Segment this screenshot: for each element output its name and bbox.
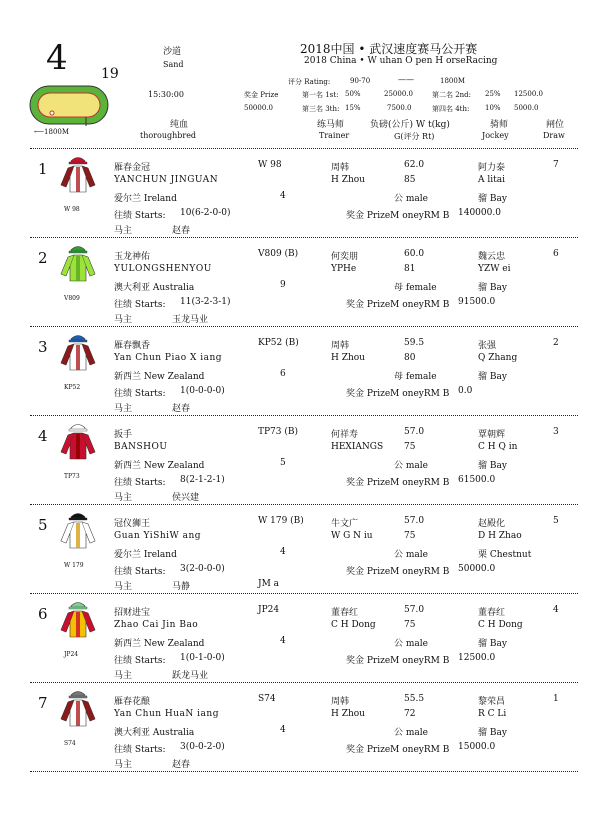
jersey-code: JP24 xyxy=(64,651,79,658)
horse-age: 4 xyxy=(280,191,286,201)
divider xyxy=(30,504,578,505)
first-amount: 25000.0 xyxy=(384,90,413,98)
horse-code: W 179 (B) xyxy=(258,516,304,526)
col-breed-en: thoroughbred xyxy=(140,131,197,140)
weight: 59.5 xyxy=(404,338,425,348)
trainer-en: H Zhou xyxy=(331,175,365,185)
prize-money-label: 奖金 PrizeM oneyRM B xyxy=(346,478,450,488)
sex: 公 male xyxy=(394,639,428,649)
first-pct: 50% xyxy=(345,90,361,98)
jockey-cn: 赵殿化 xyxy=(478,519,506,529)
draw: 7 xyxy=(553,160,559,170)
jockey-cn: 董春红 xyxy=(478,608,506,618)
race-title-en: 2018 China • W uhan O pen H orseRacing xyxy=(304,56,498,66)
prize-money-label: 奖金 PrizeM oneyRM B xyxy=(346,656,450,666)
weight: 57.0 xyxy=(404,516,425,526)
prize-money: 61500.0 xyxy=(458,475,496,485)
horse-name-cn: 雁春金冠 xyxy=(114,163,151,173)
rating-dash: —— xyxy=(398,75,414,84)
starts-label: 往绩 Starts: xyxy=(114,478,166,488)
prize-money-label: 奖金 PrizeM oneyRM B xyxy=(346,745,450,755)
prize-money-label: 奖金 PrizeM oneyRM B xyxy=(346,389,450,399)
starts-record: 8(2-1-2-1) xyxy=(180,475,225,485)
sex: 公 male xyxy=(394,550,428,560)
col-jockey-en: Jockey xyxy=(482,131,509,140)
prize-money-label: 奖金 PrizeM oneyRM B xyxy=(346,567,450,577)
horse-name-cn: 雁春花酿 xyxy=(114,697,151,707)
starts-label: 往绩 Starts: xyxy=(114,745,166,755)
third-label: 第三名 3th: xyxy=(302,105,340,113)
owner-name: 赵春 xyxy=(172,760,191,770)
horse-number: 5 xyxy=(38,516,48,534)
track-distance: ⟵1800M xyxy=(34,128,70,136)
horse-name-en: YULONGSHENYOU xyxy=(114,264,212,274)
horse-number: 7 xyxy=(38,694,48,712)
horse-color: 栗 Chestnut xyxy=(478,550,532,560)
rating: 80 xyxy=(404,353,416,363)
jockey-en: C H Q in xyxy=(478,442,518,452)
starts-record: 1(0-0-0-0) xyxy=(180,386,225,396)
prize-label: 奖金 Prize xyxy=(244,91,279,99)
jockey-en: R C Li xyxy=(478,709,507,719)
jockey-en: C H Dong xyxy=(478,620,523,630)
jockey-cn: 黎荣昌 xyxy=(478,697,506,707)
owner-label: 马主 xyxy=(114,671,133,681)
second-pct: 25% xyxy=(485,90,501,98)
horse-name-en: Guan YiShiW ang xyxy=(114,531,202,541)
owner-name: 跃龙马业 xyxy=(172,671,209,681)
rating: 75 xyxy=(404,620,416,630)
fourth-pct: 10% xyxy=(485,104,501,112)
sex: 公 male xyxy=(394,194,428,204)
rating: 85 xyxy=(404,175,416,185)
fourth-amount: 5000.0 xyxy=(514,104,539,112)
third-amount: 7500.0 xyxy=(387,104,412,112)
trainer-cn: 牛文广 xyxy=(331,519,359,529)
jersey-code: V809 xyxy=(64,295,80,302)
surface-cn: 沙道 xyxy=(163,47,182,57)
jersey-icon xyxy=(60,244,96,282)
horse-name-cn: 招财进宝 xyxy=(114,608,151,618)
owner-name: 玉龙马业 xyxy=(172,315,209,325)
starts-label: 往绩 Starts: xyxy=(114,300,166,310)
table-row xyxy=(0,595,600,683)
draw: 5 xyxy=(553,516,559,526)
arrow-left-icon: ⟵ xyxy=(34,128,45,136)
owner-label: 马主 xyxy=(114,760,133,770)
start-marker-icon xyxy=(50,111,54,115)
trainer-en: HEXIANGS xyxy=(331,442,384,452)
second-label: 第二名 2nd: xyxy=(432,91,472,99)
race-number: 4 xyxy=(46,38,68,78)
horse-origin: 澳大利亚 Australia xyxy=(114,728,195,738)
starts-record: 10(6-2-0-0) xyxy=(180,208,231,218)
prize-money: 91500.0 xyxy=(458,297,496,307)
race-title-cn: 2018中国 • 武汉速度赛马公开赛 xyxy=(300,42,478,56)
trainer-en: H Zhou xyxy=(331,709,365,719)
horse-name-en: Yan Chun HuaN iang xyxy=(114,709,219,719)
prize-money: 0.0 xyxy=(458,386,473,396)
table-row xyxy=(0,684,600,772)
horse-age: 4 xyxy=(280,547,286,557)
jockey-en: YZW ei xyxy=(478,264,511,274)
col-weight-cn: 负磅(公斤) W t(kg) xyxy=(370,120,450,130)
owner-name: 侯兴建 xyxy=(172,493,200,503)
jockey-en: Q Zhang xyxy=(478,353,518,363)
jersey-icon xyxy=(60,600,96,638)
starts-record: 1(0-1-0-0) xyxy=(180,653,225,663)
prize-money: 50000.0 xyxy=(458,564,496,574)
first-label: 第一名 1st: xyxy=(302,91,339,99)
rating-label: 评分 Rating: xyxy=(288,78,331,86)
draw: 6 xyxy=(553,249,559,259)
jersey-code: W 98 xyxy=(64,206,80,213)
sex: 公 male xyxy=(394,461,428,471)
horse-code: V809 (B) xyxy=(258,249,299,259)
trainer-cn: 何奕朋 xyxy=(331,252,359,262)
horse-number: 3 xyxy=(38,338,48,356)
jersey-icon xyxy=(60,422,96,460)
horse-color: 骝 Bay xyxy=(478,461,507,471)
starts-label: 往绩 Starts: xyxy=(114,211,166,221)
jockey-cn: 覃朝辉 xyxy=(478,430,506,440)
trainer-en: H Zhou xyxy=(331,353,365,363)
prize-money: 15000.0 xyxy=(458,742,496,752)
owner-label: 马主 xyxy=(114,315,133,325)
horse-age: 4 xyxy=(280,725,286,735)
horse-origin: 新西兰 New Zealand xyxy=(114,372,205,382)
weight: 55.5 xyxy=(404,694,425,704)
horse-origin: 新西兰 New Zealand xyxy=(114,639,205,649)
owner-name: 赵春 xyxy=(172,226,191,236)
jockey-en: A litai xyxy=(478,175,505,185)
weight: 57.0 xyxy=(404,427,425,437)
rating-value: 90-70 xyxy=(350,77,371,85)
divider xyxy=(30,415,578,416)
trainer-cn: 周韩 xyxy=(331,341,350,351)
table-row xyxy=(0,506,600,594)
starts-label: 往绩 Starts: xyxy=(114,567,166,577)
trainer-en: YPHe xyxy=(331,264,357,274)
divider xyxy=(30,326,578,327)
track-infield xyxy=(38,93,100,117)
jersey-code: S74 xyxy=(64,740,76,747)
starts-record: 11(3-2-3-1) xyxy=(180,297,231,307)
horse-name-en: Zhao Cai Jin Bao xyxy=(114,620,199,630)
jockey-en: D H Zhao xyxy=(478,531,522,541)
horse-color: 骝 Bay xyxy=(478,194,507,204)
trainer-cn: 董春红 xyxy=(331,608,359,618)
third-pct: 15% xyxy=(345,104,361,112)
jersey-code: TP73 xyxy=(64,473,80,480)
draw: 4 xyxy=(553,605,559,615)
horse-age: 5 xyxy=(280,458,286,468)
divider xyxy=(30,771,578,772)
horse-name-cn: 雁春飘香 xyxy=(114,341,151,351)
rating: 72 xyxy=(404,709,416,719)
horse-code: JP24 xyxy=(258,605,280,615)
horse-code: KP52 (B) xyxy=(258,338,299,348)
horse-code: W 98 xyxy=(258,160,282,170)
owner-label: 马主 xyxy=(114,226,133,236)
horse-origin: 澳大利亚 Australia xyxy=(114,283,195,293)
divider xyxy=(30,682,578,683)
rating: 75 xyxy=(404,531,416,541)
horse-origin: 爱尔兰 Ireland xyxy=(114,194,177,204)
col-weight-en: G(评分 Rt) xyxy=(394,132,435,141)
horse-color: 骝 Bay xyxy=(478,283,507,293)
jersey-code: KP52 xyxy=(64,384,81,391)
trainer-cn: 周韩 xyxy=(331,697,350,707)
horse-age: 4 xyxy=(280,636,286,646)
divider xyxy=(30,593,578,594)
jersey-icon xyxy=(60,689,96,727)
second-amount: 12500.0 xyxy=(514,90,543,98)
horse-name-cn: 扳手 xyxy=(114,430,133,440)
table-row xyxy=(0,328,600,416)
draw: 3 xyxy=(553,427,559,437)
col-draw-en: Draw xyxy=(543,131,565,140)
rating: 75 xyxy=(404,442,416,452)
surface-en: Sand xyxy=(163,60,184,69)
trainer-cn: 周韩 xyxy=(331,163,350,173)
horse-number: 6 xyxy=(38,605,48,623)
horse-color: 骝 Bay xyxy=(478,728,507,738)
jockey-cn: 阿力泰 xyxy=(478,163,506,173)
prize-total: 50000.0 xyxy=(244,104,273,112)
prize-money: 140000.0 xyxy=(458,208,501,218)
horse-number: 4 xyxy=(38,427,48,445)
track-diagram xyxy=(28,84,112,134)
jockey-cn: 张强 xyxy=(478,341,497,351)
draw: 1 xyxy=(553,694,559,704)
horse-name-cn: 玉龙神佑 xyxy=(114,252,151,262)
horse-name-en: YANCHUN JINGUAN xyxy=(114,175,219,185)
table-row xyxy=(0,417,600,505)
col-jockey-cn: 骑师 xyxy=(490,120,509,130)
col-draw-cn: 闸位 xyxy=(546,120,565,130)
owner-name: 赵春 xyxy=(172,404,191,414)
weight: 57.0 xyxy=(404,605,425,615)
owner-label: 马主 xyxy=(114,404,133,414)
starts-record: 3(2-0-0-0) xyxy=(180,564,225,574)
table-row xyxy=(0,150,600,238)
trainer-cn: 何祥寿 xyxy=(331,430,359,440)
trainer-en: C H Dong xyxy=(331,620,376,630)
col-trainer-en: Trainer xyxy=(319,131,350,140)
col-trainer-cn: 练马师 xyxy=(317,120,345,130)
sex: 母 female xyxy=(394,283,437,293)
jersey-icon xyxy=(60,155,96,193)
horse-name-en: BANSHOU xyxy=(114,442,168,452)
starts-label: 往绩 Starts: xyxy=(114,656,166,666)
prize-money-label: 奖金 PrizeM oneyRM B xyxy=(346,211,450,221)
race-index: 19 xyxy=(101,66,119,82)
horse-color: 骝 Bay xyxy=(478,372,507,382)
starts-label: 往绩 Starts: xyxy=(114,389,166,399)
jersey-icon xyxy=(60,333,96,371)
horse-origin: 爱尔兰 Ireland xyxy=(114,550,177,560)
fourth-label: 第四名 4th: xyxy=(432,105,470,113)
divider xyxy=(30,148,578,149)
prize-money-label: 奖金 PrizeM oneyRM B xyxy=(346,300,450,310)
prize-money: 12500.0 xyxy=(458,653,496,663)
horse-number: 2 xyxy=(38,249,48,267)
sex: 公 male xyxy=(394,728,428,738)
horse-name-cn: 冠仪狮王 xyxy=(114,519,151,529)
weight: 62.0 xyxy=(404,160,425,170)
sex: 母 female xyxy=(394,372,437,382)
starts-record: 3(0-0-2-0) xyxy=(180,742,225,752)
horse-origin: 新西兰 New Zealand xyxy=(114,461,205,471)
owner-extra: JM a xyxy=(258,579,280,589)
trainer-en: W G N iu xyxy=(331,531,373,541)
horse-code: TP73 (B) xyxy=(258,427,299,437)
weight: 60.0 xyxy=(404,249,425,259)
horse-age: 6 xyxy=(280,369,286,379)
horse-color: 骝 Bay xyxy=(478,639,507,649)
owner-label: 马主 xyxy=(114,582,133,592)
jersey-code: W 179 xyxy=(64,562,84,569)
horse-number: 1 xyxy=(38,160,48,178)
horse-code: S74 xyxy=(258,694,276,704)
race-time: 15:30:00 xyxy=(148,90,184,99)
owner-name: 马静 xyxy=(172,582,191,592)
col-breed-cn: 纯血 xyxy=(170,120,189,130)
horse-name-en: Yan Chun Piao X iang xyxy=(114,353,223,363)
draw: 2 xyxy=(553,338,559,348)
rating: 81 xyxy=(404,264,416,274)
race-distance: 1800M xyxy=(440,77,465,85)
jockey-cn: 魏云忠 xyxy=(478,252,506,262)
table-row xyxy=(0,239,600,327)
jersey-icon xyxy=(60,511,96,549)
horse-age: 9 xyxy=(280,280,286,290)
owner-label: 马主 xyxy=(114,493,133,503)
divider xyxy=(30,237,578,238)
